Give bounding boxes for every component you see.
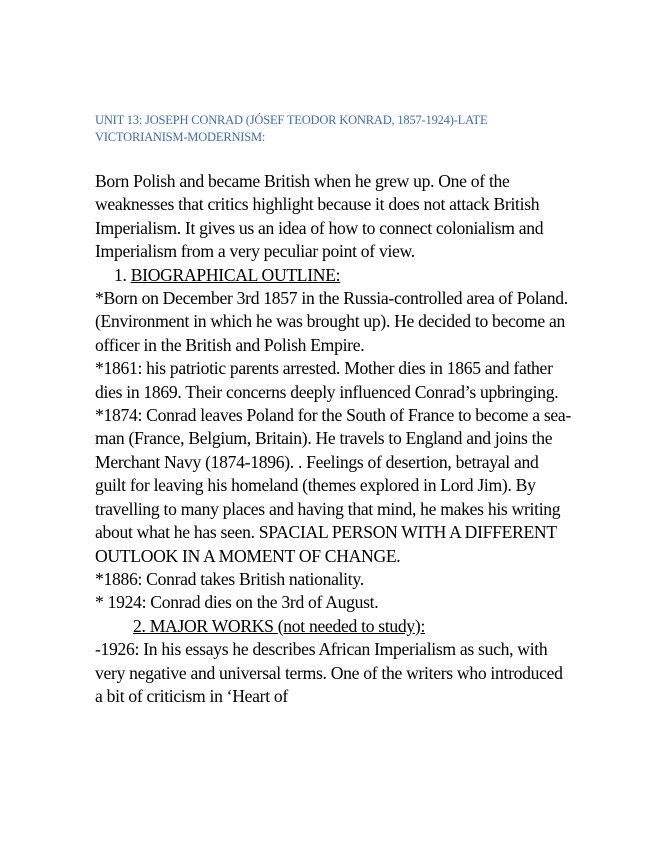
section-title: 2. MAJOR WORKS (not needed to study): (133, 615, 426, 636)
works-paragraph-1926: -1926: In his essays he describes African Imperialism as such, with very negative and universal terms. One of the writers who introduced a bit of criticism in ‘Heart of (95, 639, 563, 706)
unit-title: UNIT 13: JOSEPH CONRAD (JÓSEF TEODOR KONRAD, 1857-1924)-LATE VICTORIANISM-MODERNISM: (95, 113, 488, 144)
bio-paragraph-1886: *1886: Conrad takes British nationality. (95, 568, 364, 589)
section-number: 1. (114, 264, 127, 285)
bio-paragraph-1861: *1861: his patriotic parents arrested. Mother dies in 1865 and father dies in 1869. Their concerns deeply influenced Conrad’s upbringing. (95, 358, 559, 402)
section-title: BIOGRAPHICAL OUTLINE: (130, 264, 341, 285)
bio-paragraph-born: *Born on December 3rd 1857 in the Russia-controlled area of Poland. (Environment in which he was brought up). He decided to become an officer in the British and Polish Empire. (95, 288, 568, 355)
document-page (95, 112, 575, 708)
section-heading-major-works (95, 615, 575, 638)
bio-paragraph-1924: * 1924: Conrad dies on the 3rd of August. (95, 592, 379, 613)
intro-paragraph: Born Polish and became British when he grew up. One of the weaknesses that critics highlight because it does not attack British Imperialism. It gives us an idea of how to connect colonialism and Imperialism from a very peculiar point of view. (95, 171, 544, 262)
section-heading-biographical-outline (95, 264, 575, 287)
bio-paragraph-1874: *1874: Conrad leaves Poland for the South of France to become a sea-man (France, Belgium, Britain). He travels to England and joins the Merchant Navy (1874-1896). . Feelings of desertion, betrayal and guilt for leaving his homeland (themes explored in Lord Jim). By travelling to many places and having that mind, he makes his writing about what he has seen. SPACIAL PERSON WITH A DIFFERENT OUTLOOK IN A MOMENT OF CHANGE. (95, 405, 571, 566)
